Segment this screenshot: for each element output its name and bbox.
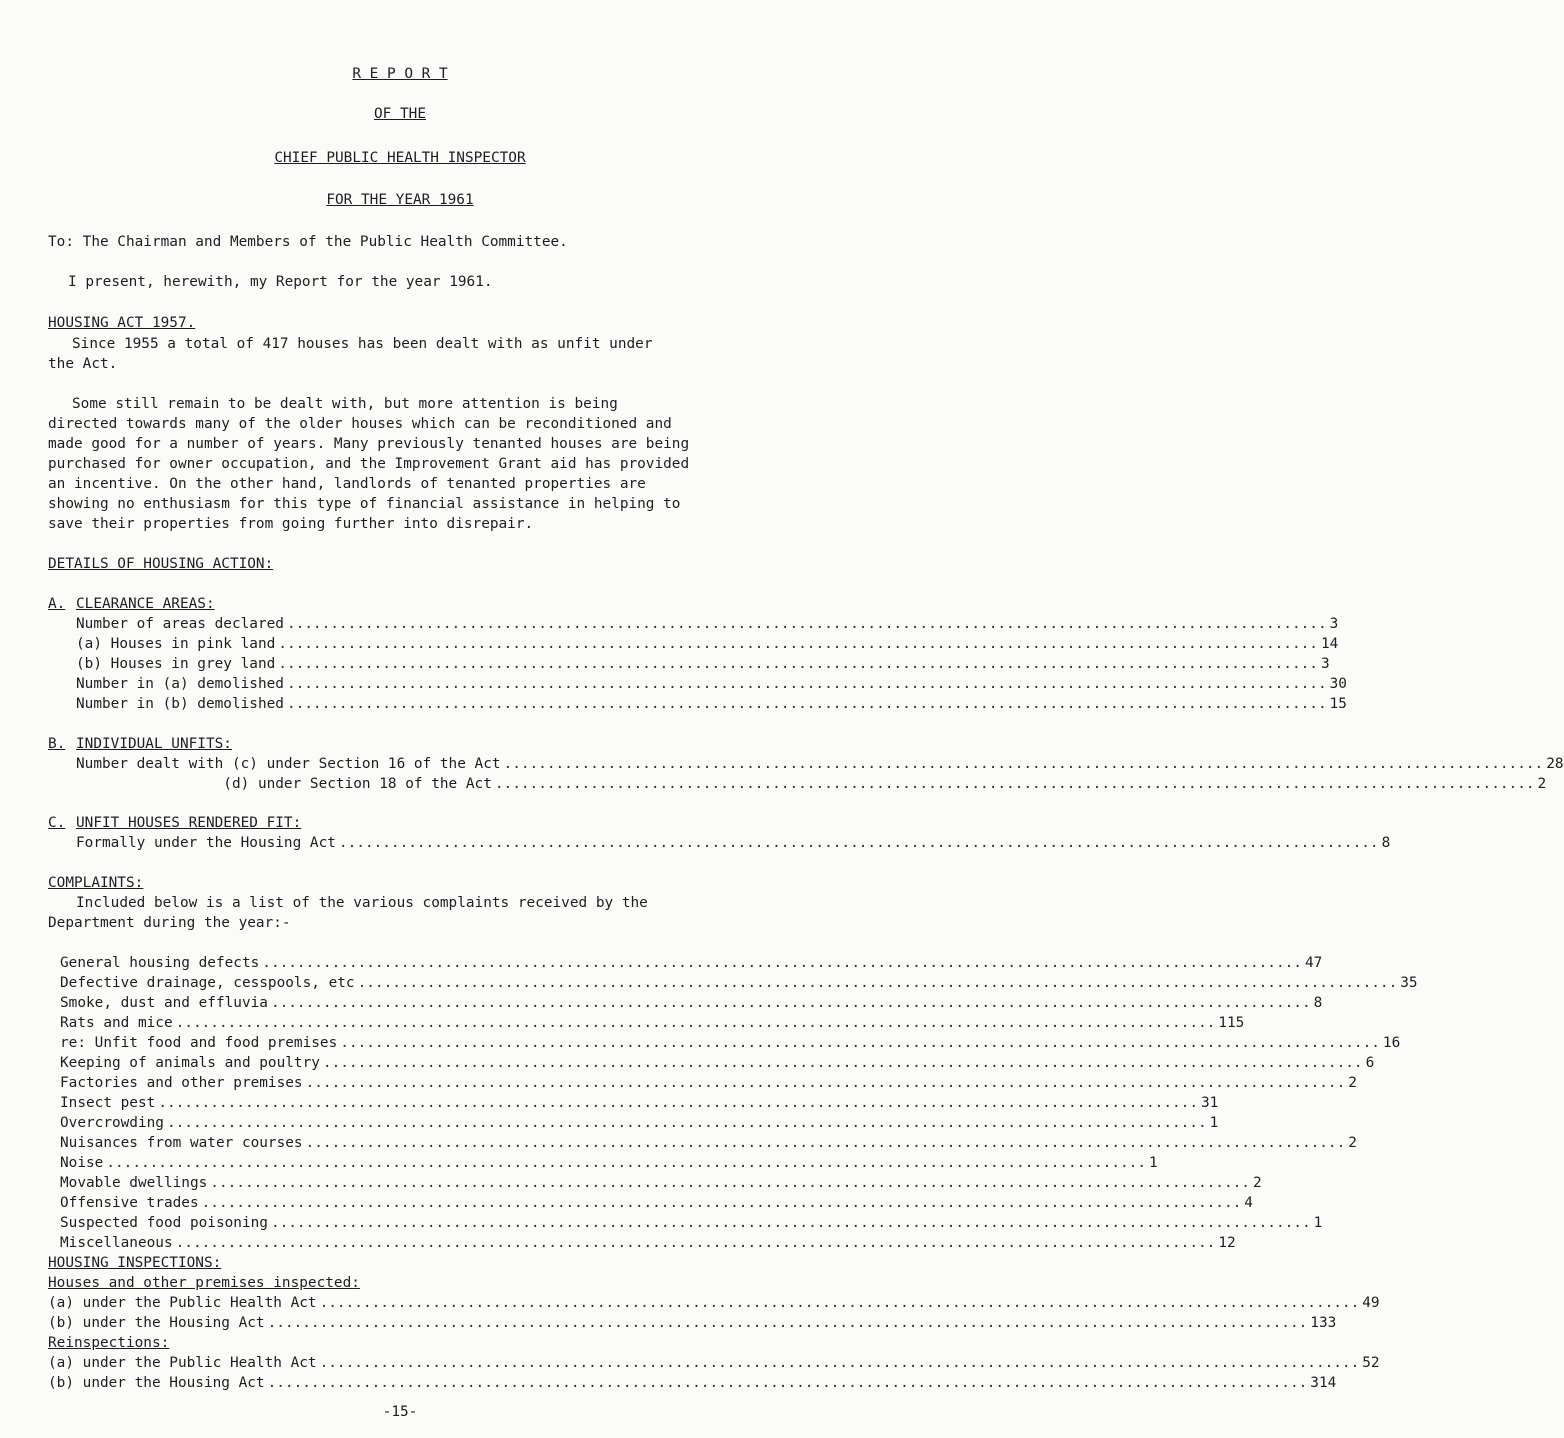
leader-dots: ........................................................................................................................ bbox=[106, 1155, 1146, 1171]
complaint-label: Miscellaneous bbox=[60, 1235, 173, 1251]
unfit-label: (d) under Section 18 of the Act bbox=[76, 776, 492, 792]
leader-dots: ........................................................................................................................ bbox=[166, 1115, 1207, 1131]
complaint-row bbox=[60, 1053, 1375, 1073]
leader-dots: ........................................................................................................................ bbox=[357, 975, 1398, 991]
reinspection-value: 314 bbox=[1310, 1375, 1337, 1391]
inspections-sub1: Houses and other premises inspected: bbox=[48, 1275, 360, 1291]
complaint-value: 47 bbox=[1304, 955, 1323, 971]
leader-dots: ........................................................................................................................ bbox=[158, 1095, 1198, 1111]
complaint-row bbox=[60, 1213, 1323, 1233]
leader-dots: ........................................................................................................................ bbox=[340, 1035, 1380, 1051]
leader-dots: ........................................................................................................................ bbox=[267, 1315, 1308, 1331]
clearance-row bbox=[76, 674, 1347, 694]
leader-dots: ........................................................................................................................ bbox=[286, 676, 1327, 692]
housing-act-para2-line1: Some still remain to be dealt with, but more attention is being bbox=[72, 396, 618, 412]
complaint-value: 1 bbox=[1209, 1115, 1219, 1131]
complaint-row bbox=[60, 1013, 1245, 1033]
leader-dots: ........................................................................................................................ bbox=[267, 1375, 1308, 1391]
leader-dots: ........................................................................................................................ bbox=[503, 756, 1544, 772]
reinspection-label: (b) under the Housing Act bbox=[48, 1375, 265, 1391]
section-b-heading: INDIVIDUAL UNFITS: bbox=[76, 736, 232, 752]
housing-act-para2-line2: directed towards many of the older houses which can be reconditioned and bbox=[48, 416, 672, 432]
housing-act-para1-line2: the Act. bbox=[48, 356, 118, 372]
complaint-label: Insect pest bbox=[60, 1095, 156, 1111]
complaint-row bbox=[60, 973, 1418, 993]
unfit-label: Number dealt with (c) under Section 16 of the Act bbox=[76, 756, 501, 772]
unfit-value: 2 bbox=[1537, 776, 1547, 792]
leader-dots: ........................................................................................................................ bbox=[270, 1215, 1311, 1231]
inspection-value: 49 bbox=[1362, 1295, 1380, 1311]
report-subtitle-inspector: CHIEF PUBLIC HEALTH INSPECTOR bbox=[274, 150, 526, 166]
report-title: R E P O R T bbox=[352, 66, 448, 82]
section-c-label: C. bbox=[48, 815, 66, 831]
complaint-row bbox=[60, 1073, 1357, 1093]
complaints-heading: COMPLAINTS: bbox=[48, 875, 144, 891]
complaint-value: 8 bbox=[1313, 995, 1323, 1011]
leader-dots: ........................................................................................................................ bbox=[338, 835, 1379, 851]
inspection-label: (a) under the Public Health Act bbox=[48, 1295, 317, 1311]
housing-act-heading: HOUSING ACT 1957. bbox=[48, 315, 196, 331]
reinspection-row bbox=[48, 1353, 1380, 1373]
complaint-value: 1 bbox=[1149, 1155, 1158, 1171]
clearance-value: 30 bbox=[1329, 676, 1347, 692]
reinspection-row bbox=[48, 1373, 1337, 1393]
clearance-row bbox=[76, 614, 1339, 634]
housing-act-para2-line5: an incentive. On the other hand, landlords of tenanted properties are bbox=[48, 476, 646, 492]
housing-act-para2-line3: made good for a number of years. Many previously tenanted houses are being bbox=[48, 436, 690, 452]
leader-dots: ........................................................................................................................ bbox=[175, 1015, 1216, 1031]
complaint-label: Overcrowding bbox=[60, 1115, 164, 1131]
section-a-heading: CLEARANCE AREAS: bbox=[76, 596, 215, 612]
details-heading: DETAILS OF HOUSING ACTION: bbox=[48, 556, 274, 572]
complaint-label: Factories and other premises bbox=[60, 1075, 303, 1091]
complaint-label: Keeping of animals and poultry bbox=[60, 1055, 320, 1071]
leader-dots: ........................................................................................................................ bbox=[305, 1135, 1346, 1151]
housing-act-para2-line6: showing no enthusiasm for this type of financial assistance in helping to bbox=[48, 496, 681, 512]
complaint-row bbox=[60, 1093, 1219, 1113]
housing-act-para2-line4: purchased for owner occupation, and the Improvement Grant aid has provided bbox=[48, 456, 690, 472]
address-line: To: The Chairman and Members of the Public Health Committee. bbox=[48, 234, 568, 250]
complaints-intro-line2: Department during the year:- bbox=[48, 915, 291, 931]
page-number: -15- bbox=[382, 1404, 418, 1420]
inspection-row bbox=[48, 1293, 1380, 1313]
clearance-label: Number in (a) demolished bbox=[76, 676, 284, 692]
complaint-label: Movable dwellings bbox=[60, 1175, 208, 1191]
clearance-label: (a) Houses in pink land bbox=[76, 636, 276, 652]
clearance-label: Number of areas declared bbox=[76, 616, 284, 632]
leader-dots: ........................................................................................................................ bbox=[270, 995, 1311, 1011]
clearance-value: 15 bbox=[1329, 696, 1347, 712]
inspection-label: (b) under the Housing Act bbox=[48, 1315, 265, 1331]
leader-dots: ........................................................................................................................ bbox=[278, 636, 1318, 652]
complaint-row bbox=[60, 1033, 1401, 1053]
complaint-row bbox=[60, 1233, 1236, 1253]
complaint-label: Rats and mice bbox=[60, 1015, 173, 1031]
complaint-value: 35 bbox=[1400, 975, 1418, 991]
complaint-value: 6 bbox=[1365, 1055, 1375, 1071]
clearance-value: 3 bbox=[1329, 616, 1339, 632]
clearance-row bbox=[76, 654, 1330, 674]
housing-act-para1-line1: Since 1955 a total of 417 houses has been dealt with as unfit under bbox=[72, 336, 653, 352]
intro-line: I present, herewith, my Report for the year 1961. bbox=[68, 274, 493, 290]
rendered-fit-label: Formally under the Housing Act bbox=[76, 835, 336, 851]
complaint-value: 16 bbox=[1382, 1035, 1401, 1051]
section-a-label: A. bbox=[48, 596, 66, 612]
leader-dots: ........................................................................................................................ bbox=[322, 1055, 1363, 1071]
complaint-value: 115 bbox=[1218, 1015, 1245, 1031]
complaint-label: Suspected food poisoning bbox=[60, 1215, 268, 1231]
complaint-label: re: Unfit food and food premises bbox=[60, 1035, 338, 1051]
complaint-label: Offensive trades bbox=[60, 1195, 199, 1211]
clearance-row bbox=[76, 694, 1347, 714]
clearance-label: (b) Houses in grey land bbox=[76, 656, 276, 672]
inspection-row bbox=[48, 1313, 1337, 1333]
complaint-value: 1 bbox=[1313, 1215, 1323, 1231]
leader-dots: ........................................................................................................................ bbox=[175, 1235, 1216, 1251]
unfit-value: 28 bbox=[1546, 756, 1564, 772]
inspections-sub2: Reinspections: bbox=[48, 1335, 170, 1351]
rendered-fit-row bbox=[76, 833, 1391, 853]
complaint-row bbox=[60, 1113, 1219, 1133]
complaint-value: 31 bbox=[1200, 1095, 1219, 1111]
complaint-row bbox=[60, 993, 1323, 1013]
complaint-row bbox=[60, 1133, 1357, 1153]
section-b-label: B. bbox=[48, 736, 66, 752]
inspection-value: 133 bbox=[1310, 1315, 1337, 1331]
complaint-label: Nuisances from water courses bbox=[60, 1135, 303, 1151]
complaint-label: Noise bbox=[60, 1155, 104, 1171]
clearance-value: 14 bbox=[1320, 636, 1339, 652]
complaint-row bbox=[60, 1173, 1262, 1193]
clearance-label: Number in (b) demolished bbox=[76, 696, 284, 712]
leader-dots: ........................................................................................................................ bbox=[319, 1295, 1360, 1311]
reinspection-value: 52 bbox=[1362, 1355, 1380, 1371]
leader-dots: ........................................................................................................................ bbox=[286, 616, 1327, 632]
complaint-value: 2 bbox=[1348, 1075, 1357, 1091]
clearance-row bbox=[76, 634, 1339, 654]
section-c-heading: UNFIT HOUSES RENDERED FIT: bbox=[76, 815, 302, 831]
complaints-intro-line1: Included below is a list of the various complaints received by the bbox=[76, 895, 648, 911]
complaint-value: 12 bbox=[1218, 1235, 1236, 1251]
reinspection-label: (a) under the Public Health Act bbox=[48, 1355, 317, 1371]
complaint-row bbox=[60, 1153, 1158, 1173]
complaint-row bbox=[60, 953, 1323, 973]
leader-dots: ........................................................................................................................ bbox=[286, 696, 1327, 712]
housing-act-para2-line7: save their properties from going further into disrepair. bbox=[48, 516, 534, 532]
unfit-row bbox=[76, 754, 1564, 774]
leader-dots: ........................................................................................................................ bbox=[201, 1195, 1242, 1211]
complaint-value: 2 bbox=[1252, 1175, 1262, 1191]
complaint-label: General housing defects bbox=[60, 955, 260, 971]
leader-dots: ........................................................................................................................ bbox=[319, 1355, 1360, 1371]
clearance-value: 3 bbox=[1320, 656, 1330, 672]
leader-dots: ........................................................................................................................ bbox=[278, 656, 1318, 672]
unfit-row bbox=[76, 774, 1547, 794]
report-subtitle-year: FOR THE YEAR 1961 bbox=[326, 192, 474, 208]
rendered-fit-value: 8 bbox=[1381, 835, 1391, 851]
leader-dots: ........................................................................................................................ bbox=[262, 955, 1302, 971]
leader-dots: ........................................................................................................................ bbox=[494, 776, 1535, 792]
leader-dots: ........................................................................................................................ bbox=[210, 1175, 1250, 1191]
complaint-value: 4 bbox=[1244, 1195, 1253, 1211]
complaint-label: Defective drainage, cesspools, etc bbox=[60, 975, 355, 991]
complaint-label: Smoke, dust and effluvia bbox=[60, 995, 268, 1011]
complaint-row bbox=[60, 1193, 1253, 1213]
complaint-value: 2 bbox=[1348, 1135, 1357, 1151]
report-subtitle-of-the: OF THE bbox=[374, 106, 426, 122]
inspections-heading: HOUSING INSPECTIONS: bbox=[48, 1255, 222, 1271]
leader-dots: ........................................................................................................................ bbox=[305, 1075, 1346, 1091]
